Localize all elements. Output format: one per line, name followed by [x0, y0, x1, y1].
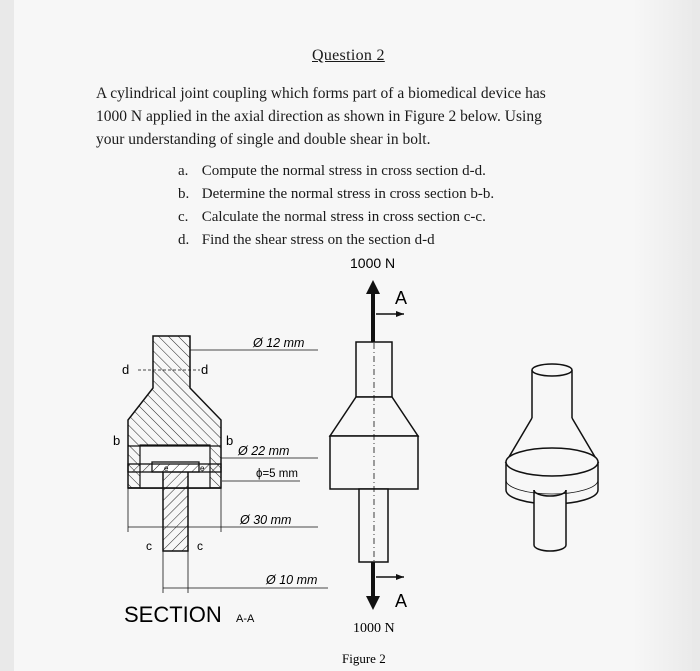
force-arrowhead-top: [366, 280, 380, 294]
task-text: Calculate the normal stress in cross section c-c.: [201, 209, 486, 225]
task-label: c.: [178, 209, 189, 225]
cut-label-e-right: e: [200, 464, 205, 473]
section-aa-drawing: [113, 336, 328, 627]
section-title: SECTION: [124, 602, 222, 627]
dim-12mm: Ø 12 mm: [253, 336, 305, 350]
question-title: Question 2: [312, 47, 385, 64]
dim-30mm: Ø 30 mm: [240, 513, 292, 527]
task-label: d.: [178, 232, 190, 248]
section-subtitle: A-A: [236, 613, 255, 625]
task-text: Determine the normal stress in cross section b-b.: [201, 186, 495, 202]
cut-label-d-left: d: [122, 362, 130, 377]
force-label-bottom: 1000 N: [353, 621, 395, 636]
figure-caption: Figure 2: [342, 651, 386, 666]
dim-22mm: Ø 22 mm: [238, 444, 290, 458]
lower-rod: [359, 489, 388, 562]
cut-label-b-left: b: [113, 433, 121, 448]
coupling-elevation-drawing: [330, 255, 418, 636]
cut-label-b-right: b: [226, 433, 234, 448]
task-text: Find the shear stress on the section d-d: [201, 232, 435, 248]
task-label: a.: [178, 163, 189, 179]
coupling-isometric-drawing: [506, 364, 598, 551]
intro-line: 1000 N applied in the axial direction as shown in Figure 2 below. Using: [96, 108, 542, 125]
force-arrowhead-bottom: [366, 596, 380, 610]
section-mark-top: A: [395, 288, 408, 308]
intro-line: A cylindrical joint coupling which forms part of a biomedical device has: [96, 85, 546, 102]
dim-10mm: Ø 10 mm: [266, 573, 318, 587]
cut-label-c-left: c: [146, 539, 152, 553]
section-stem-hatched: [163, 470, 188, 551]
task-label: b.: [178, 186, 190, 202]
intro-line: your understanding of single and double shear in bolt.: [96, 131, 431, 148]
section-pin: [128, 464, 221, 472]
force-label-top: 1000 N: [350, 255, 396, 271]
cut-label-d-right: d: [201, 362, 209, 377]
section-mark-bottom: A: [395, 591, 408, 611]
cut-label-e-left: e: [164, 464, 169, 473]
task-text: Compute the normal stress in cross section d-d.: [201, 163, 486, 179]
dim-phi5: ϕ=5 mm: [256, 468, 298, 480]
cut-label-c-right: c: [197, 539, 203, 553]
